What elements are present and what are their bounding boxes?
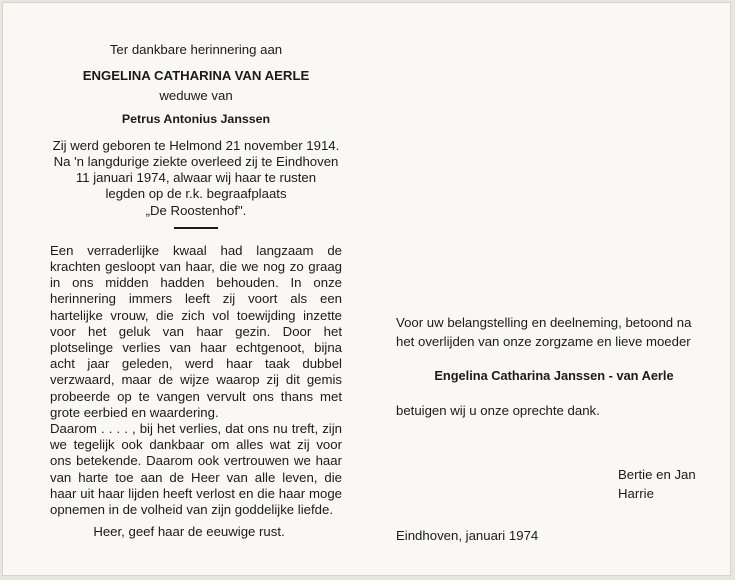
- birth-death-details: [50, 138, 342, 219]
- signer-line: Bertie en Jan: [618, 467, 696, 482]
- birth-line: legden op de r.k. begraafplaats: [105, 186, 287, 202]
- thanks-column: [396, 314, 712, 543]
- memorial-intro: Ter dankbare herinnering aan: [109, 42, 283, 57]
- birth-line: Zij werd geboren te Helmond 21 november 1914.: [52, 137, 340, 153]
- thanks-statement: betuigen wij u onze oprechte dank.: [396, 402, 600, 418]
- divider-rule: [174, 227, 218, 229]
- deceased-name-heading: ENGELINA CATHARINA VAN AERLE: [82, 68, 310, 84]
- signer-line: Harrie: [618, 486, 654, 501]
- signers: [618, 465, 696, 503]
- memorial-column: [50, 42, 342, 540]
- birth-line: „De Roostenhof".: [145, 202, 247, 218]
- thanks-intro: Voor uw belangstelling en deelneming, betoond na het overlijden van onze zorgzame en lieve moeder: [396, 315, 692, 349]
- memorial-text: [50, 243, 342, 518]
- memorial-paragraph: Daarom . . . . , bij het verlies, dat ons nu treft, zijn we tegelijk ook dankbaar om alles wat zij voor ons betekende. Daarom ook vertrouwen we haar van harte toe aan de Heer van alle leven, die haar uit haar lijden heeft verlost en die haar moge opnemen in de volheid van zijn goddelijke liefde.: [50, 421, 342, 518]
- memorial-paragraph: Een verraderlijke kwaal had langzaam de krachten gesloopt van haar, die we nog zo graag in ons midden hadden behouden. In onze herinnering immers leeft zij voort als een hartelijke vrouw, die zich vol toewijding inzette voor het geluk van haar gezin. Door het plotselinge verlies van haar echtgenoot, bijna acht jaar geleden, werd haar taak dubbel verzwaard, maar de wijze waarop zij dit gemis probeerde op te vangen vervult ons thans met grote eerbied en waardering.: [50, 242, 342, 420]
- memorial-card: [2, 2, 731, 576]
- closing-prayer: Heer, geef haar de eeuwige rust.: [93, 524, 285, 540]
- widow-of-label: weduwe van: [159, 88, 233, 104]
- husband-name: Petrus Antonius Janssen: [121, 111, 271, 126]
- place-date: Eindhoven, januari 1974: [396, 528, 539, 543]
- birth-line: Na 'n langdurige ziekte overleed zij te Eindhoven: [53, 154, 339, 170]
- birth-line: 11 januari 1974, alwaar wij haar te rusten: [75, 170, 317, 186]
- deceased-full-name: Engelina Catharina Janssen - van Aerle: [434, 368, 674, 383]
